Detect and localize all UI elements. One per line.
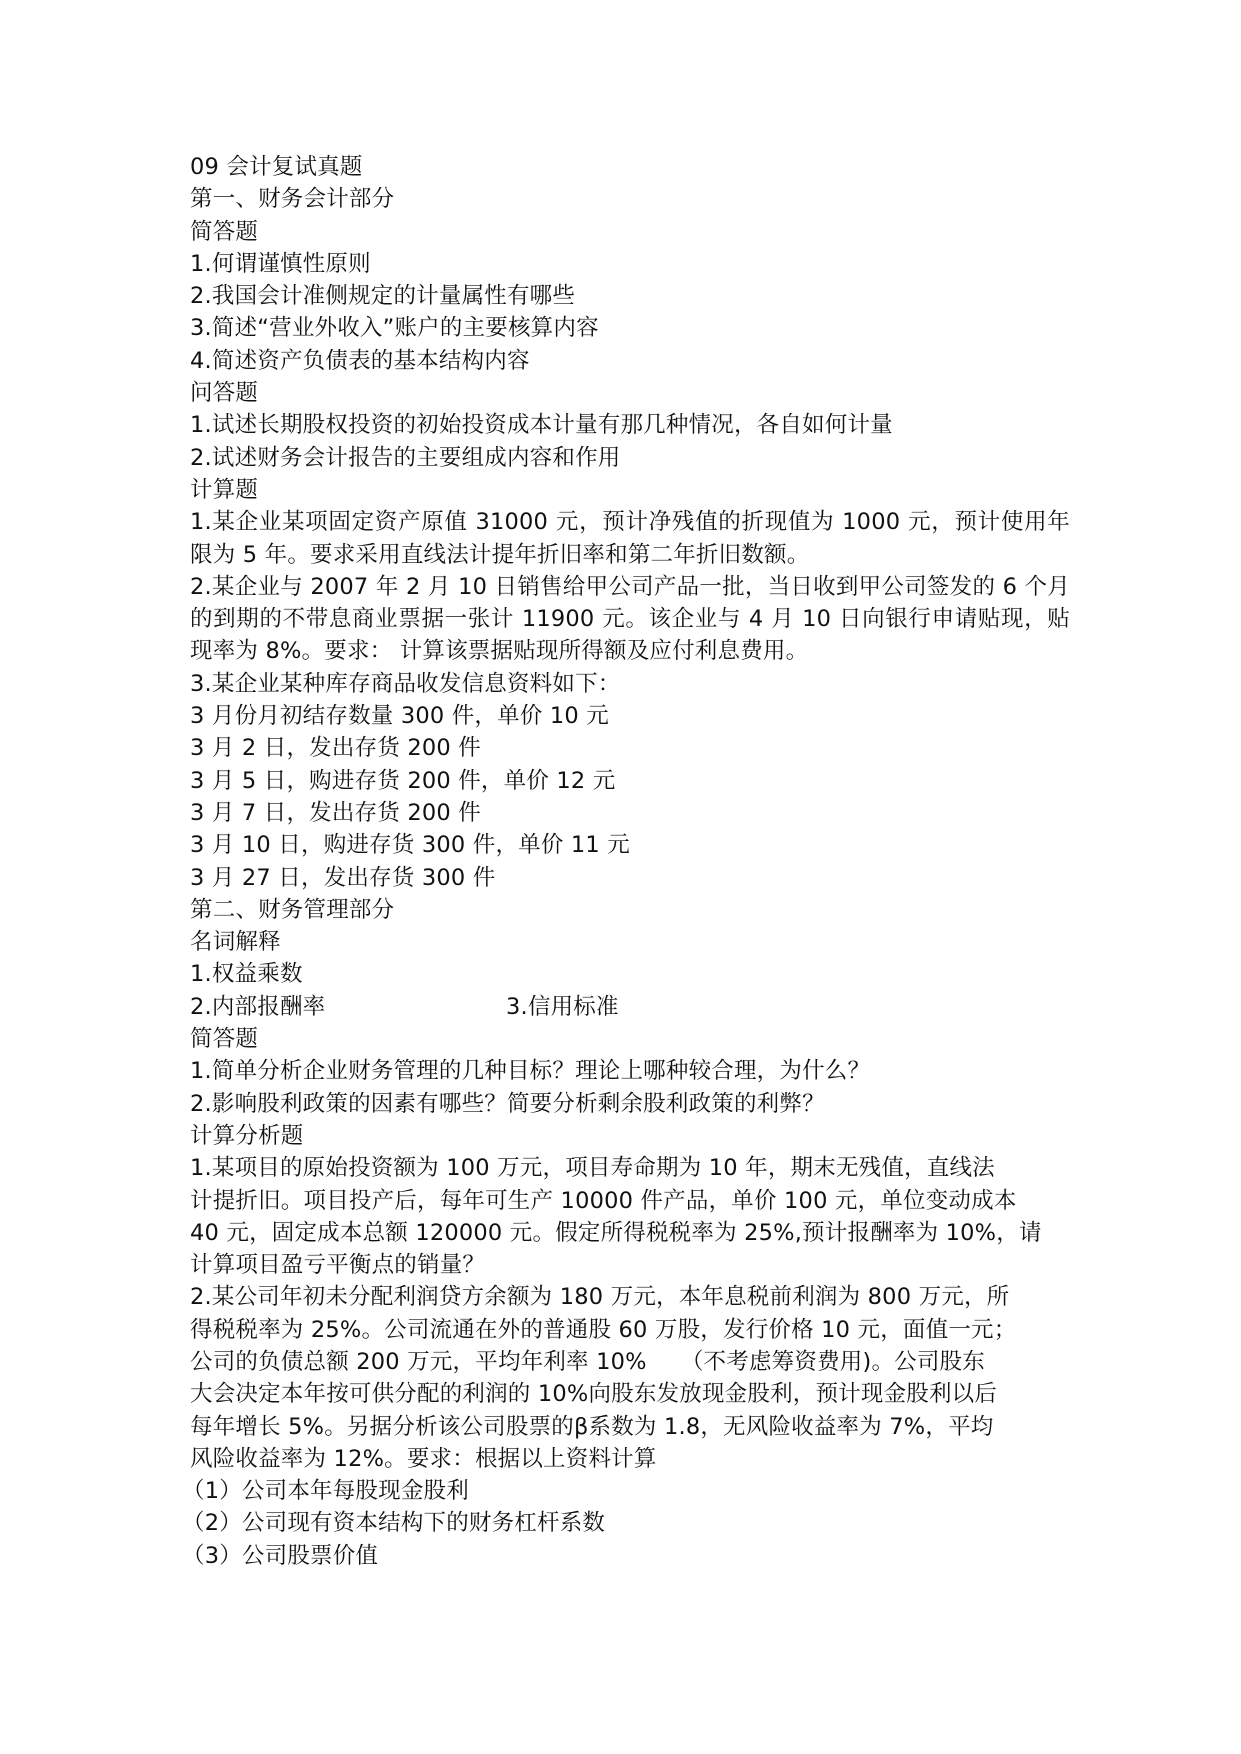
inventory-row: 3 月 27 日，发出存货 300 件 [190, 864, 496, 891]
inventory-row: 3 月 10 日，购进存货 300 件，单价 11 元 [190, 832, 630, 859]
inventory-row: 3 月 7 日，发出存货 200 件 [190, 799, 481, 826]
requirement-item: （3）公司股票价值 [182, 1542, 379, 1569]
question-text: 4.简述资产负债表的基本结构内容 [190, 347, 530, 374]
part2-short-answer-heading: 简答题 [190, 1026, 259, 1053]
analysis-question-2-line: 大会决定本年按可供分配的利润的 10%向股东发放现金股利，预计现金股利以后 [190, 1381, 998, 1408]
term-item: 2.内部报酬率 [190, 993, 326, 1020]
question-text: 1.试述长期股权投资的初始投资成本计量有那几种情况，各自如何计量 [190, 412, 893, 439]
analysis-question-1-line: 计算项目盈亏平衡点的销量？ [190, 1252, 486, 1279]
analysis-question-2-line: 每年增长 5%。另据分析该公司股票的β系数为 1.8，无风险收益率为 7%，平均 [190, 1413, 994, 1440]
analysis-question-2-line: 得税税率为 25%。公司流通在外的普通股 60 万股，发行价格 10 元，面值一元； [190, 1316, 1017, 1343]
term-item: 1.权益乘数 [190, 961, 303, 988]
question-text: 2.我国会计准侧规定的计量属性有哪些 [190, 283, 576, 310]
analysis-question-1-line: 1.某项目的原始投资额为 100 万元，项目寿命期为 10 年，期末无残值，直线法 [190, 1155, 995, 1182]
inventory-row: 3 月 2 日，发出存货 200 件 [190, 735, 481, 762]
term-row [190, 991, 1070, 1023]
part2-heading: 第二、财务管理部分 [190, 896, 395, 923]
analysis-question-1-line: 40 元，固定成本总额 120000 元。假定所得税税率为 25%,预计报酬率为 10%，请 [190, 1219, 1042, 1246]
requirement-item: （2）公司现有资本结构下的财务杠杆系数 [182, 1510, 606, 1537]
part1-calculation-heading: 计算题 [190, 476, 259, 503]
part1-heading: 第一、财务会计部分 [190, 186, 395, 213]
inventory-row: 3 月份月初结存数量 300 件，单价 10 元 [190, 703, 609, 730]
question-text: 2.影响股利政策的因素有哪些？简要分析剩余股利政策的利弊？ [190, 1090, 825, 1117]
analysis-question-2-line: 2.某公司年初未分配利润贷方余额为 180 万元，本年息税前利润为 800 万元，所 [190, 1284, 1010, 1311]
analysis-question-2-line: 风险收益率为 12%。要求：根据以上资料计算 [190, 1445, 657, 1472]
part1-short-answer-heading: 简答题 [190, 218, 259, 245]
term-item: 3.信用标准 [506, 993, 619, 1020]
calculation-question-3-intro: 3.某企业某种库存商品收发信息资料如下： [190, 670, 621, 697]
analysis-question-1-line: 计提折旧。项目投产后，每年可生产 10000 件产品，单价 100 元，单位变动成本 [190, 1187, 1017, 1214]
question-text: 1.何谓谨慎性原则 [190, 250, 371, 277]
calculation-question-2: 2.某企业与 2007 年 2 月 10 日销售给甲公司产品一批，当日收到甲公司签发的 6 个月的到期的不带息商业票据一张计 11900 元。该企业与 4 月 10 日向银行申请贴现，贴现率为 8%。要求： 计算该票据贴现所得额及应付利息费用。 [190, 573, 1070, 665]
analysis-question-2-line: 公司的负债总额 200 万元，平均年利率 10% （不考虑筹资费用)。公司股东 [190, 1348, 985, 1375]
question-text: 3.简述“营业外收入”账户的主要核算内容 [190, 315, 599, 342]
requirement-item: （1）公司本年每股现金股利 [182, 1478, 469, 1505]
part1-essay-heading: 问答题 [190, 380, 259, 407]
part2-analysis-heading: 计算分析题 [190, 1122, 304, 1149]
calculation-question-1: 1.某企业某项固定资产原值 31000 元，预计净残值的折现值为 1000 元，预计使用年限为 5 年。要求采用直线法计提年折旧率和第二年折旧数额。 [190, 509, 1070, 568]
question-text: 1.简单分析企业财务管理的几种目标？理论上哪种较合理，为什么？ [190, 1058, 871, 1085]
document-body [182, 151, 1070, 1572]
part2-terms-heading: 名词解释 [190, 929, 281, 956]
question-text: 2.试述财务会计报告的主要组成内容和作用 [190, 444, 621, 471]
document-title: 09 会计复试真题 [190, 154, 363, 180]
inventory-row: 3 月 5 日，购进存货 200 件，单价 12 元 [190, 767, 616, 794]
